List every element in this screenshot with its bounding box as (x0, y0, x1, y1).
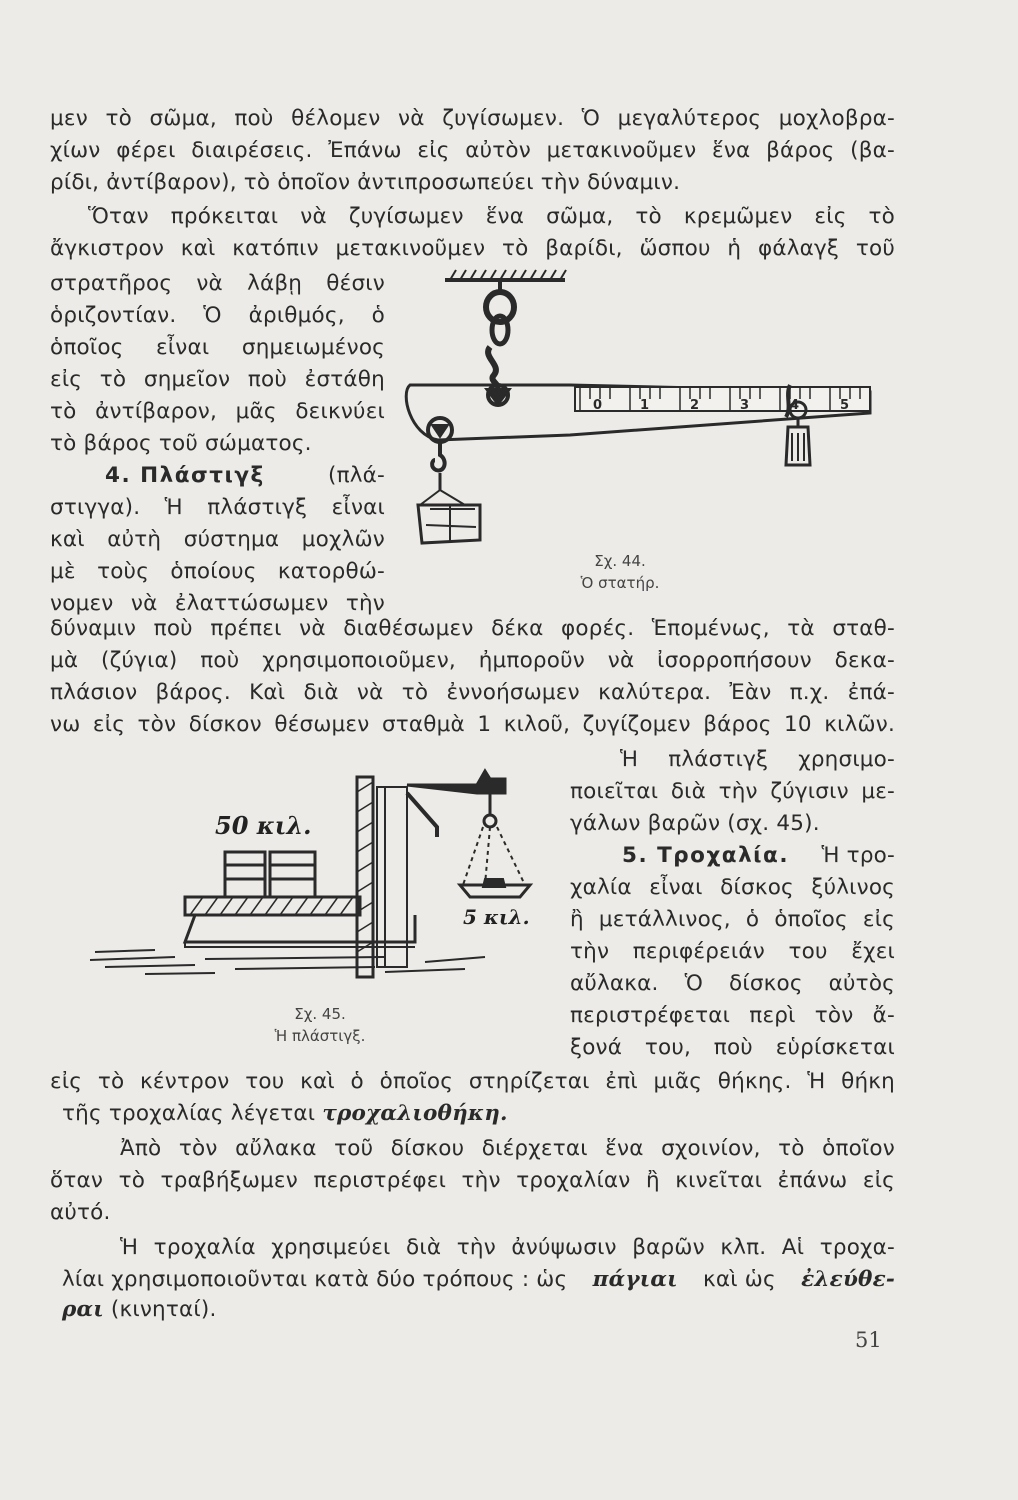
term-pagiai: πάγιαι (592, 1267, 678, 1292)
text-line: στιγγα). Ἡ πλάστιγξ εἶναι (50, 495, 385, 520)
text-line: τὸ βάρος τοῦ σώματος. (50, 431, 312, 456)
text-line: ὅταν τὸ τραβήξωμεν περιστρέφει τὴν τροχαλίαν ἢ κινεῖται ἐπάνω εἰς (50, 1168, 895, 1193)
text-line: πλάσιον βάρος. Καὶ διὰ νὰ τὸ ἐννοήσωμεν καλύτερα. Ἐὰν π.χ. ἐπά- (50, 680, 895, 705)
text-line: εἰς τὸ κέντρον του καὶ ὁ ὁποῖος στηρίζεται ἐπὶ μιᾶς θήκης. Ἡ θήκη (50, 1069, 895, 1094)
figure-44-title: Ὁ στατήρ. (580, 574, 660, 592)
figure-44-steelyard (390, 265, 890, 565)
text-line: περιστρέφεται περὶ τὸν ἄ- (570, 1003, 895, 1028)
text-line: αὔλακα. Ὁ δίσκος αὐτὸς (570, 971, 895, 996)
text-line: ἄγκιστρον καὶ κατόπιν μετακινοῦμεν τὸ βαρίδι, ὥσπου ἡ φάλαγξ τοῦ (50, 236, 895, 261)
text-line: μὲ τοὺς ὁποίους κατορθώ- (50, 559, 385, 584)
text-line: Ἡ πλάστιγξ χρησιμο- (620, 747, 895, 772)
scale-number: 4 (790, 398, 800, 413)
label-5-kg: 5 κιλ. (463, 905, 530, 929)
text-line: ἢ μετάλλινος, ὁ ὁποῖος εἰς (570, 907, 895, 932)
text-fragment: λίαι χρησιμοποιοῦνται κατὰ δύο τρόπους : ὡς (62, 1267, 568, 1292)
text-line: ποιεῖται διὰ τὴν ζύγισιν με- (570, 779, 895, 804)
text-line: αὐτό. (50, 1200, 111, 1225)
section-5-heading-line (622, 840, 895, 872)
section-heading: 5. Τροχαλία. (622, 843, 789, 868)
text-line: ρίδι, ἀντίβαρον), τὸ ὁποῖον ἀντιπροσωπεύει τὴν δύναμιν. (50, 170, 681, 195)
text-line: τὸ ἀντίβαρον, μᾶς δεικνύει (50, 399, 385, 424)
scale-number: 2 (690, 398, 700, 413)
text-line (62, 1264, 895, 1296)
text-line: τὴν περιφέρειάν του ἔχει (570, 939, 895, 964)
heading-tail: Ἡ τρο- (821, 843, 895, 868)
text-line: στρατῆρος νὰ λάβῃ θέσιν (50, 271, 385, 296)
text-line: Ἡ τροχαλία χρησιμεύει διὰ τὴν ἀνύψωσιν βαρῶν κλπ. Αἱ τροχα- (120, 1235, 895, 1260)
text-line: δύναμιν ποὺ πρέπει νὰ διαθέσωμεν δέκα φορές. Ἑπομένως, τὰ σταθ- (50, 616, 895, 641)
text-line (62, 1294, 217, 1326)
text-fragment: (κινηταί). (110, 1297, 217, 1322)
text-line: μεν τὸ σῶμα, ποὺ θέλομεν νὰ ζυγίσωμεν. Ὁ μεγαλύτερος μοχλοβρα- (50, 106, 895, 131)
text-line: μὰ (ζύγια) ποὺ χρησιμοποιοῦμεν, ἠμποροῦν νὰ ἰσορροπήσουν δεκα- (50, 648, 895, 673)
scale-number: 0 (593, 398, 603, 413)
text-fragment: τῆς τροχαλίας λέγεται (62, 1101, 316, 1126)
text-line: χίων φέρει διαιρέσεις. Ἐπάνω εἰς αὐτὸν μετακινοῦμεν ἕνα βάρος (βα- (50, 138, 895, 163)
text-line: γάλων βαρῶν (σχ. 45). (570, 811, 820, 836)
text-line: νω εἰς τὸν δίσκον θέσωμεν σταθμὰ 1 κιλοῦ, ζυγίζομεν βάρος 10 κιλῶν. (50, 712, 895, 737)
page-number: 51 (855, 1328, 882, 1352)
figure-45-number: Σχ. 45. (294, 1005, 346, 1023)
text-line: νομεν νὰ ἐλαττώσωμεν τὴν (50, 591, 385, 616)
figure-45-title: Ἡ πλάστιγξ. (274, 1027, 366, 1045)
section-heading: 4. Πλάστιγξ (105, 463, 265, 488)
text-line: ὁποῖος εἶναι σημειωμένος (50, 335, 385, 360)
figure-45-platform-scale (85, 757, 555, 997)
label-50-kg: 50 κιλ. (215, 811, 312, 840)
section-4-heading-line (105, 460, 385, 492)
text-line: χαλία εἶναι δίσκος ξύλινος (570, 875, 895, 900)
text-line: εἰς τὸ σημεῖον ποὺ ἐστάθη (50, 367, 385, 392)
scale-number: 1 (640, 398, 650, 413)
scale-number: 3 (740, 398, 750, 413)
heading-tail: (πλά- (328, 463, 385, 488)
text-line: ὁριζοντίαν. Ὁ ἀριθμός, ὁ (50, 303, 385, 328)
figure-44-number: Σχ. 44. (594, 552, 646, 570)
term-eleutherai: ἐλεύθε- (801, 1267, 895, 1292)
text-line: Ὅταν πρόκειται νὰ ζυγίσωμεν ἕνα σῶμα, τὸ κρεμῶμεν εἰς τὸ (88, 204, 895, 229)
text-fragment: καὶ ὡς (703, 1267, 776, 1292)
text-line: καὶ αὐτὴ σύστημα μοχλῶν (50, 527, 385, 552)
term-trochaliothiki: τροχαλιοθήκη. (322, 1101, 508, 1126)
scale-number: 5 (840, 398, 850, 413)
term-eleutherai-end: ραι (62, 1297, 104, 1322)
text-line (62, 1098, 508, 1130)
text-line: ξονά του, ποὺ εὑρίσκεται (570, 1035, 895, 1060)
text-line: Ἀπὸ τὸν αὔλακα τοῦ δίσκου διέρχεται ἕνα σχοινίον, τὸ ὁποῖον (120, 1136, 895, 1161)
